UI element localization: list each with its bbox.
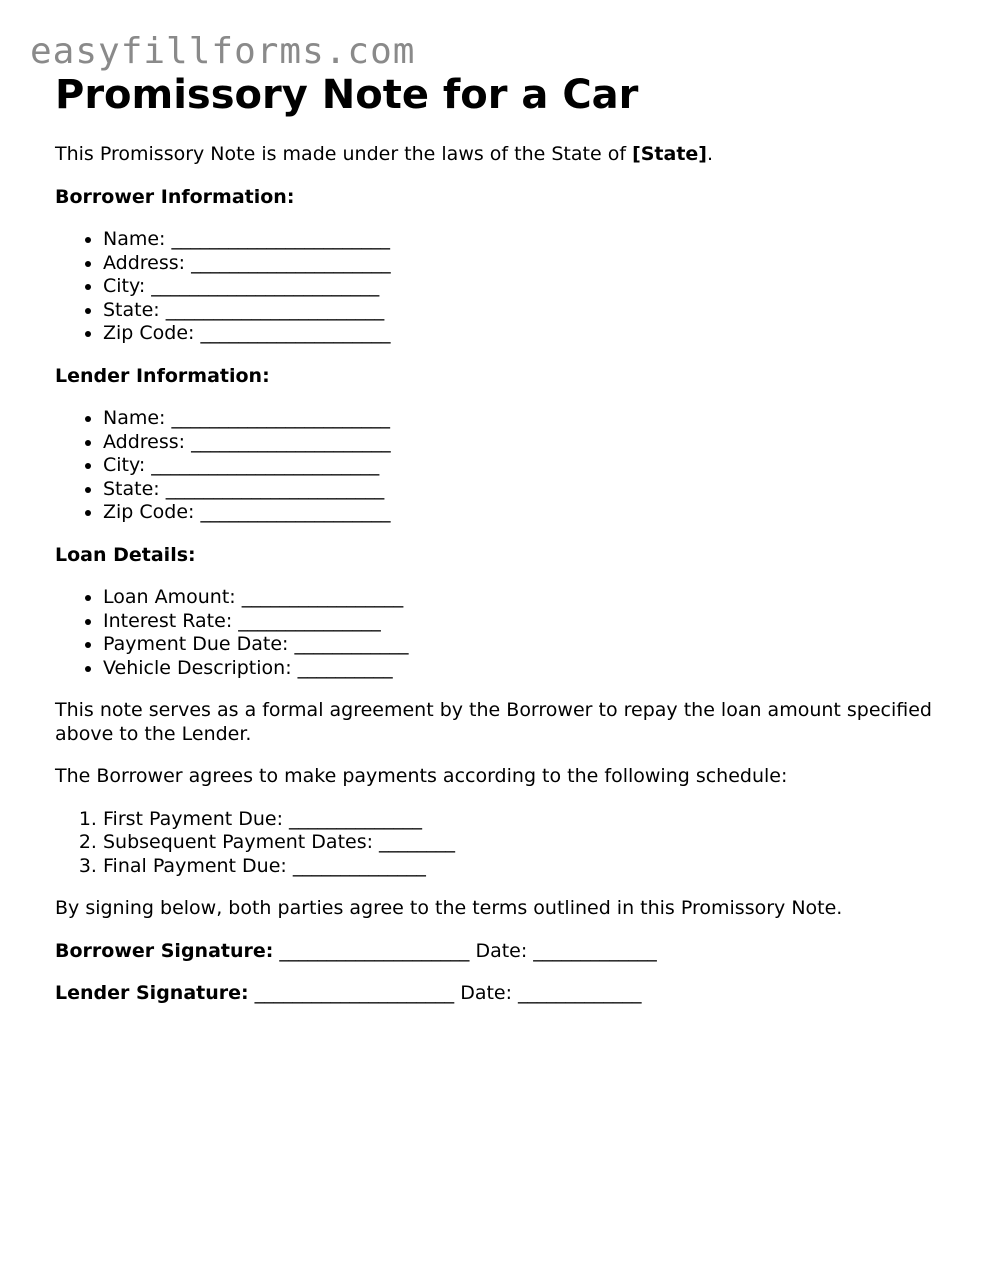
intro-suffix: . — [707, 143, 714, 165]
document — [55, 68, 935, 1006]
lender-list — [55, 407, 935, 525]
watermark: easyfillforms.com — [30, 31, 416, 72]
borrower-heading: Borrower Information: — [55, 185, 295, 208]
first-payment-field[interactable]: 1. First Payment Due: ______________ — [103, 808, 935, 832]
lender-heading: Lender Information: — [55, 364, 270, 387]
lender-city-field[interactable]: • City: ________________________ — [103, 454, 935, 478]
subsequent-payments-field[interactable]: 2. Subsequent Payment Dates: ________ — [103, 831, 935, 855]
intro-prefix: This Promissory Note is made under the laws of the State of — [55, 143, 633, 165]
page-title: Promissory Note for a Car — [55, 72, 639, 118]
lender-signature-label: Lender Signature: — [55, 982, 249, 1004]
intro-state: [State] — [632, 143, 707, 165]
interest-rate-field[interactable]: • Interest Rate: _______________ — [103, 610, 935, 634]
lender-state-field[interactable]: • State: _______________________ — [103, 478, 935, 502]
borrower-zip-field[interactable]: • Zip Code: ____________________ — [103, 322, 935, 346]
schedule-intro: The Borrower agrees to make payments according to the following schedule: — [55, 765, 788, 787]
borrower-address-field[interactable]: • Address: _____________________ — [103, 252, 935, 276]
agreement-paragraph: This note serves as a formal agreement by the Borrower to repay the loan amount specified above to the Lender. — [55, 699, 932, 745]
lender-signature-line[interactable] — [55, 982, 935, 1006]
closing-paragraph: By signing below, both parties agree to the terms outlined in this Promissory Note. — [55, 897, 843, 919]
vehicle-description-field[interactable]: • Vehicle Description: __________ — [103, 657, 935, 681]
lender-name-field[interactable]: • Name: _______________________ — [103, 407, 935, 431]
borrower-signature-line[interactable] — [55, 940, 935, 964]
borrower-name-field[interactable]: • Name: _______________________ — [103, 228, 935, 252]
loan-amount-field[interactable]: • Loan Amount: _________________ — [103, 586, 935, 610]
lender-address-field[interactable]: • Address: _____________________ — [103, 431, 935, 455]
borrower-list — [55, 228, 935, 346]
borrower-state-field[interactable]: • State: _______________________ — [103, 299, 935, 323]
loan-heading: Loan Details: — [55, 543, 196, 566]
final-payment-field[interactable]: 3. Final Payment Due: ______________ — [103, 855, 935, 879]
lender-signature-blanks[interactable]: _____________________ Date: _____________ — [248, 982, 642, 1004]
borrower-signature-blanks[interactable]: ____________________ Date: _____________ — [273, 939, 657, 962]
payment-due-date-field[interactable]: • Payment Due Date: ____________ — [103, 633, 935, 657]
intro-paragraph — [55, 143, 935, 167]
schedule-list — [55, 808, 935, 879]
lender-zip-field[interactable]: • Zip Code: ____________________ — [103, 501, 935, 525]
loan-list — [55, 586, 935, 680]
borrower-signature-label: Borrower Signature: — [55, 939, 274, 962]
borrower-city-field[interactable]: • City: ________________________ — [103, 275, 935, 299]
